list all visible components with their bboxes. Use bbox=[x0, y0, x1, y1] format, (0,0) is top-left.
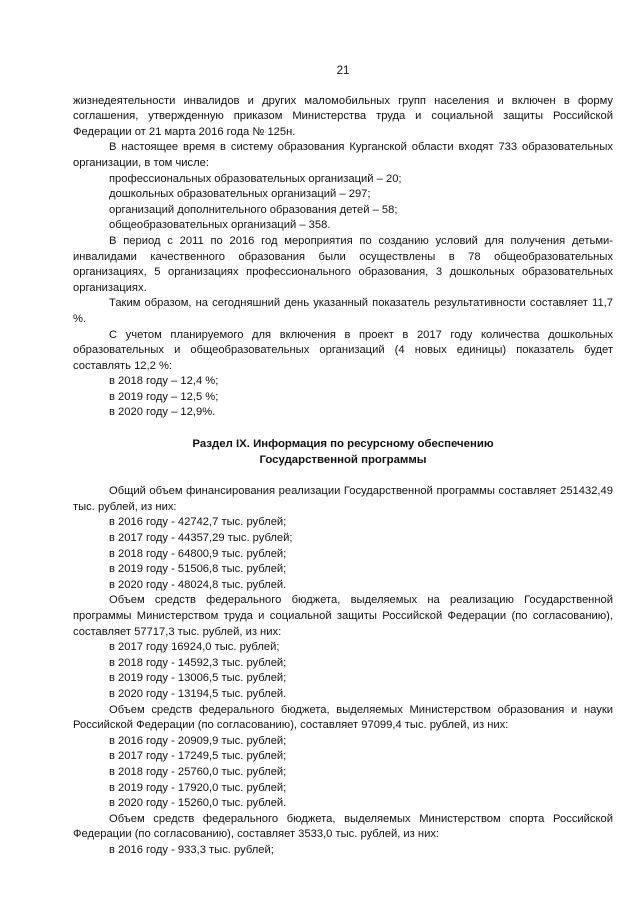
list-item: в 2020 году - 15260,0 тыс. рублей. bbox=[109, 797, 287, 810]
education-years-list bbox=[73, 734, 613, 812]
document-page bbox=[73, 64, 613, 859]
sport-ministry-paragraph: Объем средств федерального бюджета, выделяемых Министерством спорта Российской Федерации (по согласованию), составляет 3533,0 тыс. рублей, из них: bbox=[73, 812, 613, 841]
list-item: в 2017 году - 44357,29 тыс. рублей; bbox=[109, 532, 293, 545]
list-item: в 2016 году - 20909,9 тыс. рублей; bbox=[109, 734, 287, 747]
list-item: в 2019 году - 51506,8 тыс. рублей; bbox=[109, 563, 287, 576]
list-item: в 2017 году 16924,0 тыс. рублей; bbox=[109, 641, 280, 654]
labor-ministry-paragraph: Объем средств федерального бюджета, выделяемых на реализацию Государственной программы Министерством труда и социальной защиты Российской Федерации (по согласованию), составляет 57717,3 тыс. рублей, из них: bbox=[73, 594, 613, 638]
orgs-list bbox=[73, 172, 613, 234]
total-years-list bbox=[73, 515, 613, 593]
section-title-line1: Раздел IX. Информация по ресурсному обеспечению bbox=[192, 438, 494, 451]
education-ministry-paragraph: Объем средств федерального бюджета, выделяемых Министерством образования и науки Российской Федерации (по согласованию), составляет 97099,4 тыс. рублей, из них: bbox=[73, 703, 613, 732]
sport-years-list bbox=[73, 843, 613, 859]
list-item: в 2019 году – 12,5 %; bbox=[109, 390, 219, 403]
labor-years-list bbox=[73, 640, 613, 702]
page-number: 21 bbox=[336, 65, 350, 77]
orgs-intro-paragraph: В настоящее время в систему образования Курганской области входят 733 образовательных организации, в том числе: bbox=[73, 141, 613, 169]
list-item: в 2018 году – 12,4 %; bbox=[109, 375, 219, 388]
section-title-line2: Государственной программы bbox=[259, 453, 427, 466]
list-item: в 2020 году – 12,9%. bbox=[109, 406, 216, 419]
period-paragraph: В период с 2011 по 2016 год мероприятия по созданию условий для получения детьми-инвалидами качественного образования были осуществлены в 78 общеобразовательных организациях, 5 организациях профессионального образования, 3 дошкольных образовательных организациях. bbox=[73, 234, 613, 294]
list-item: в 2018 году - 64800,9 тыс. рублей; bbox=[109, 547, 287, 560]
list-item: дошкольных образовательных организаций – 297; bbox=[109, 188, 371, 201]
list-item: в 2016 году - 42742,7 тыс. рублей; bbox=[109, 516, 287, 529]
indicator-paragraph: Таким образом, на сегодняшний день указанный показатель результативности составляет 11,7 %. bbox=[73, 297, 613, 325]
list-item: в 2019 году - 13006,5 тыс. рублей; bbox=[109, 672, 287, 685]
list-item: общеобразовательных организаций – 358. bbox=[109, 219, 331, 232]
list-item: в 2018 году - 25760,0 тыс. рублей; bbox=[109, 765, 287, 778]
list-item: в 2017 году - 17249,5 тыс. рублей; bbox=[109, 750, 287, 763]
list-item: в 2020 году - 48024,8 тыс. рублей. bbox=[109, 578, 287, 591]
section-heading bbox=[73, 437, 613, 468]
list-item: профессиональных образовательных организаций – 20; bbox=[109, 172, 402, 185]
list-item: в 2020 году - 13194,5 тыс. рублей. bbox=[109, 687, 287, 700]
list-item: в 2019 году - 17920,0 тыс. рублей; bbox=[109, 781, 287, 794]
plan-years-list bbox=[73, 374, 613, 421]
total-funding-paragraph: Общий объем финансирования реализации Государственной программы составляет 251432,49 тыс. рублей, из них: bbox=[73, 485, 613, 513]
list-item: в 2016 году - 933,3 тыс. рублей; bbox=[109, 843, 274, 856]
list-item: организаций дополнительного образования детей – 58; bbox=[109, 203, 398, 216]
list-item: в 2018 году - 14592,3 тыс. рублей; bbox=[109, 656, 287, 669]
intro-continuation: жизнедеятельности инвалидов и других маломобильных групп населения и включен в форму соглашения, утвержденную приказом Министерства труда и социальной защиты Российской Федерации от 21 марта 2016 года № 125н. bbox=[73, 94, 613, 138]
plan-paragraph: С учетом планируемого для включения в проект в 2017 году количества дошкольных образовательных и общеобразовательных организаций (4 новых единицы) показатель будет составлять 12,2 %: bbox=[73, 328, 613, 372]
